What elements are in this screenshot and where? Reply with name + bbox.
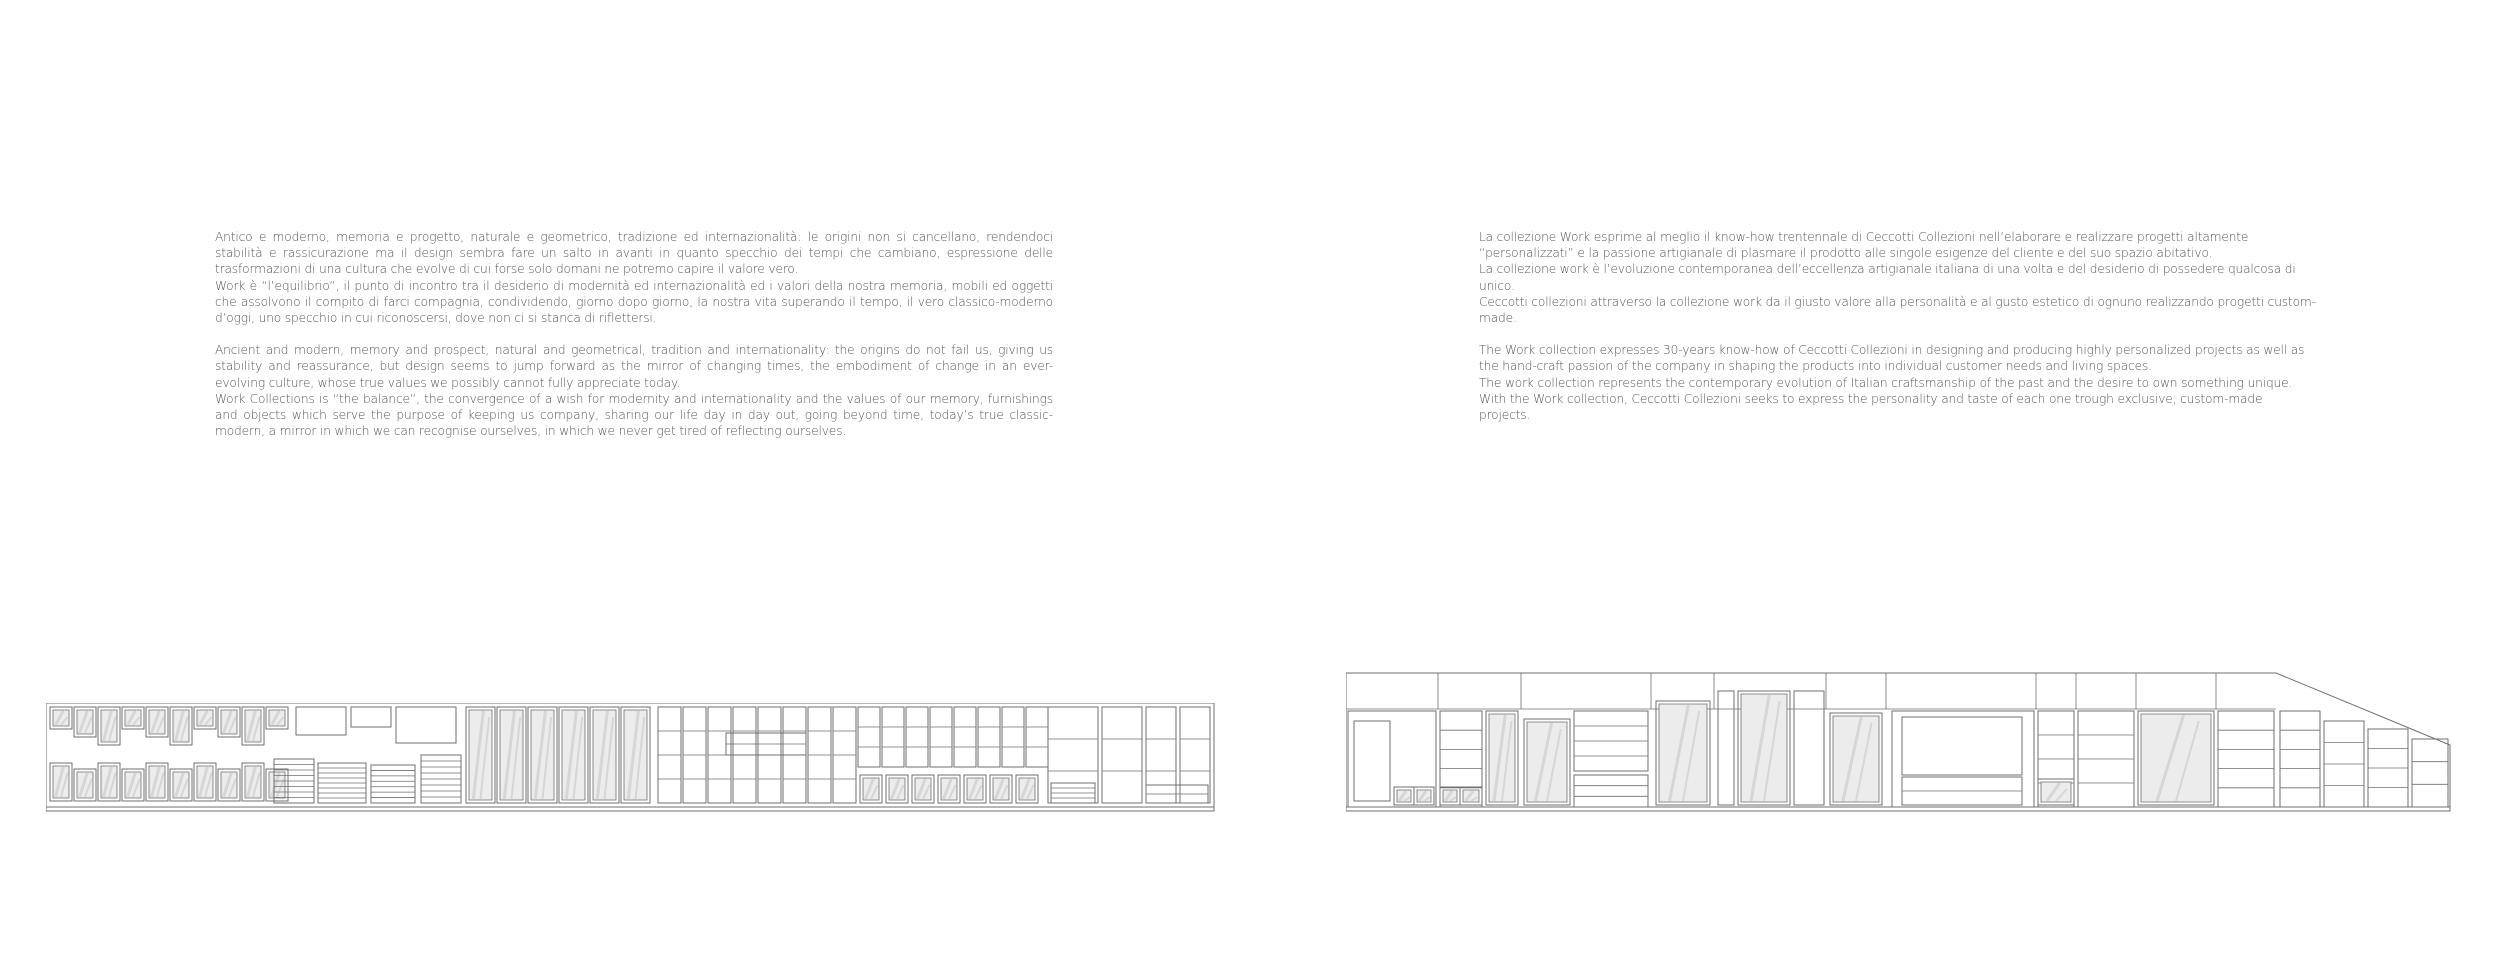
cabinet-door: [1354, 721, 1390, 801]
media-opening: [1902, 717, 2022, 775]
open-shelf-unit: [2280, 711, 2320, 807]
wall-units-elevation-right: [1346, 671, 2452, 813]
open-shelf-unit: [1102, 707, 1142, 803]
italian-paragraph-2: Work è “l’equilibrio”, il punto di incontro tra il desiderio di modernità ed internazionalità ed i valori della nostra memoria, mobili ed oggetti che assolvono il compito di farci compagnia, condividendo, giorno dopo giorno, la nostra vita superando il tempo, il vero classico-moderno d’oggi, uno specchio in cui riconoscersi, dove non ci si stanca di riflettersi.: [215, 278, 1053, 326]
open-shelf-unit: [2412, 739, 2448, 807]
glass-panel: [2041, 782, 2071, 802]
open-shelf-unit: [978, 707, 1000, 767]
narrow-column: [1794, 691, 1824, 805]
open-shelf-unit: [954, 707, 976, 767]
open-shelf-unit: [906, 707, 928, 767]
italian-paragraph-1: Antico e moderno, memoria e progetto, naturale e geometrico, tradizione ed internazionalità: le origini non si cancellano, rendendoci stabilità e rassicurazione ma il design sembra fare un salto in avanti in quanto specchio dei tempi che cambiano, espressione delle trasformazioni di una cultura che evolve di cui forse solo domani ne potremo capire il valore vero.: [215, 230, 1053, 277]
media-unit: [1892, 711, 2034, 807]
italian-paragraph-1: La collezione Work esprime al meglio il know-how trentennale di Ceccotti Collezioni nell’elaborare e realizzare progetti altamente “personalizzati” e la passione artigianale di plasmare il prodotto alle singole esigenze del cliente e del suo spazio abitativo.: [1479, 230, 2249, 261]
open-shelf-unit: [882, 707, 904, 767]
open-shelf-unit: [1146, 707, 1176, 803]
open-shelf-unit: [1002, 707, 1024, 767]
shelf-column: [2280, 711, 2320, 807]
open-shelf-unit: [1026, 707, 1048, 767]
open-shelf-unit: [2218, 711, 2274, 807]
glass-panel: [1527, 722, 1567, 802]
open-shelf-unit: [1180, 707, 1210, 803]
open-box: [296, 707, 346, 735]
italian-paragraph-2: La collezione work è l’evoluzione contemporanea dell’eccellenza artigianale italiana di una volta e del desiderio di possedere qualcosa di unico.: [1479, 262, 2296, 293]
glass-panel: [1659, 704, 1707, 802]
english-paragraph-1: The Work collection expresses 30-years know-how of Ceccotti Collezioni in designing and producing highly personalized projects as well as the hand-craft passion of the company in shaping the products into individual customer needs and living spaces.: [1479, 343, 2305, 374]
english-paragraph-2: Work Collections is “the balance”, the convergence of a wish for modernity and internationality and the values of our memory, furnishings and objects which serve the purpose of keeping us company, sharing our life day in day out, going beyond time, today’s true classic-modern, a mirror in which we can recognise ourselves, in which we never get tired of reflecting ourselves.: [215, 391, 1053, 439]
intro-text-left: [215, 229, 1053, 439]
glass-panel: [2141, 714, 2211, 802]
glass-panel: [1833, 716, 1879, 802]
english-paragraph-3: With the Work collection, Ceccotti Collezioni seeks to express the personality and taste of each one trough exclusive, custom-made projects.: [1479, 391, 2263, 423]
wall-units-elevation-left: [46, 703, 1216, 813]
italian-paragraph-3: Ceccotti collezioni attraverso la collezione work da il giusto valore alla personalità e al gusto estetico di ognuno realizzando progetti custom-made.: [1479, 294, 2316, 326]
english-paragraph-2: The work collection represents the contemporary evolution of Italian craftsmanship of the past and the desire to own something unique.: [1479, 375, 2293, 390]
drawer-unit: [1574, 775, 1648, 807]
open-shelf-unit: [858, 707, 880, 767]
open-box: [351, 707, 391, 727]
narrow-column: [1718, 691, 1734, 805]
glass-panel: [1741, 694, 1787, 802]
open-shelf-unit: [1048, 707, 1098, 803]
open-box: [396, 707, 456, 743]
intro-text-right: [1479, 229, 2317, 423]
open-shelf-unit: [930, 707, 952, 767]
english-paragraph-1: Ancient and modern, memory and prospect, natural and geometrical, tradition and internationality: the origins do not fail us, giving us stability and reassurance, but design seems to jump forward as the mirror of changing times, the embodiment of change in an ever-evolving culture, whose true values we possibly cannot fully appreciate today.: [215, 343, 1053, 390]
